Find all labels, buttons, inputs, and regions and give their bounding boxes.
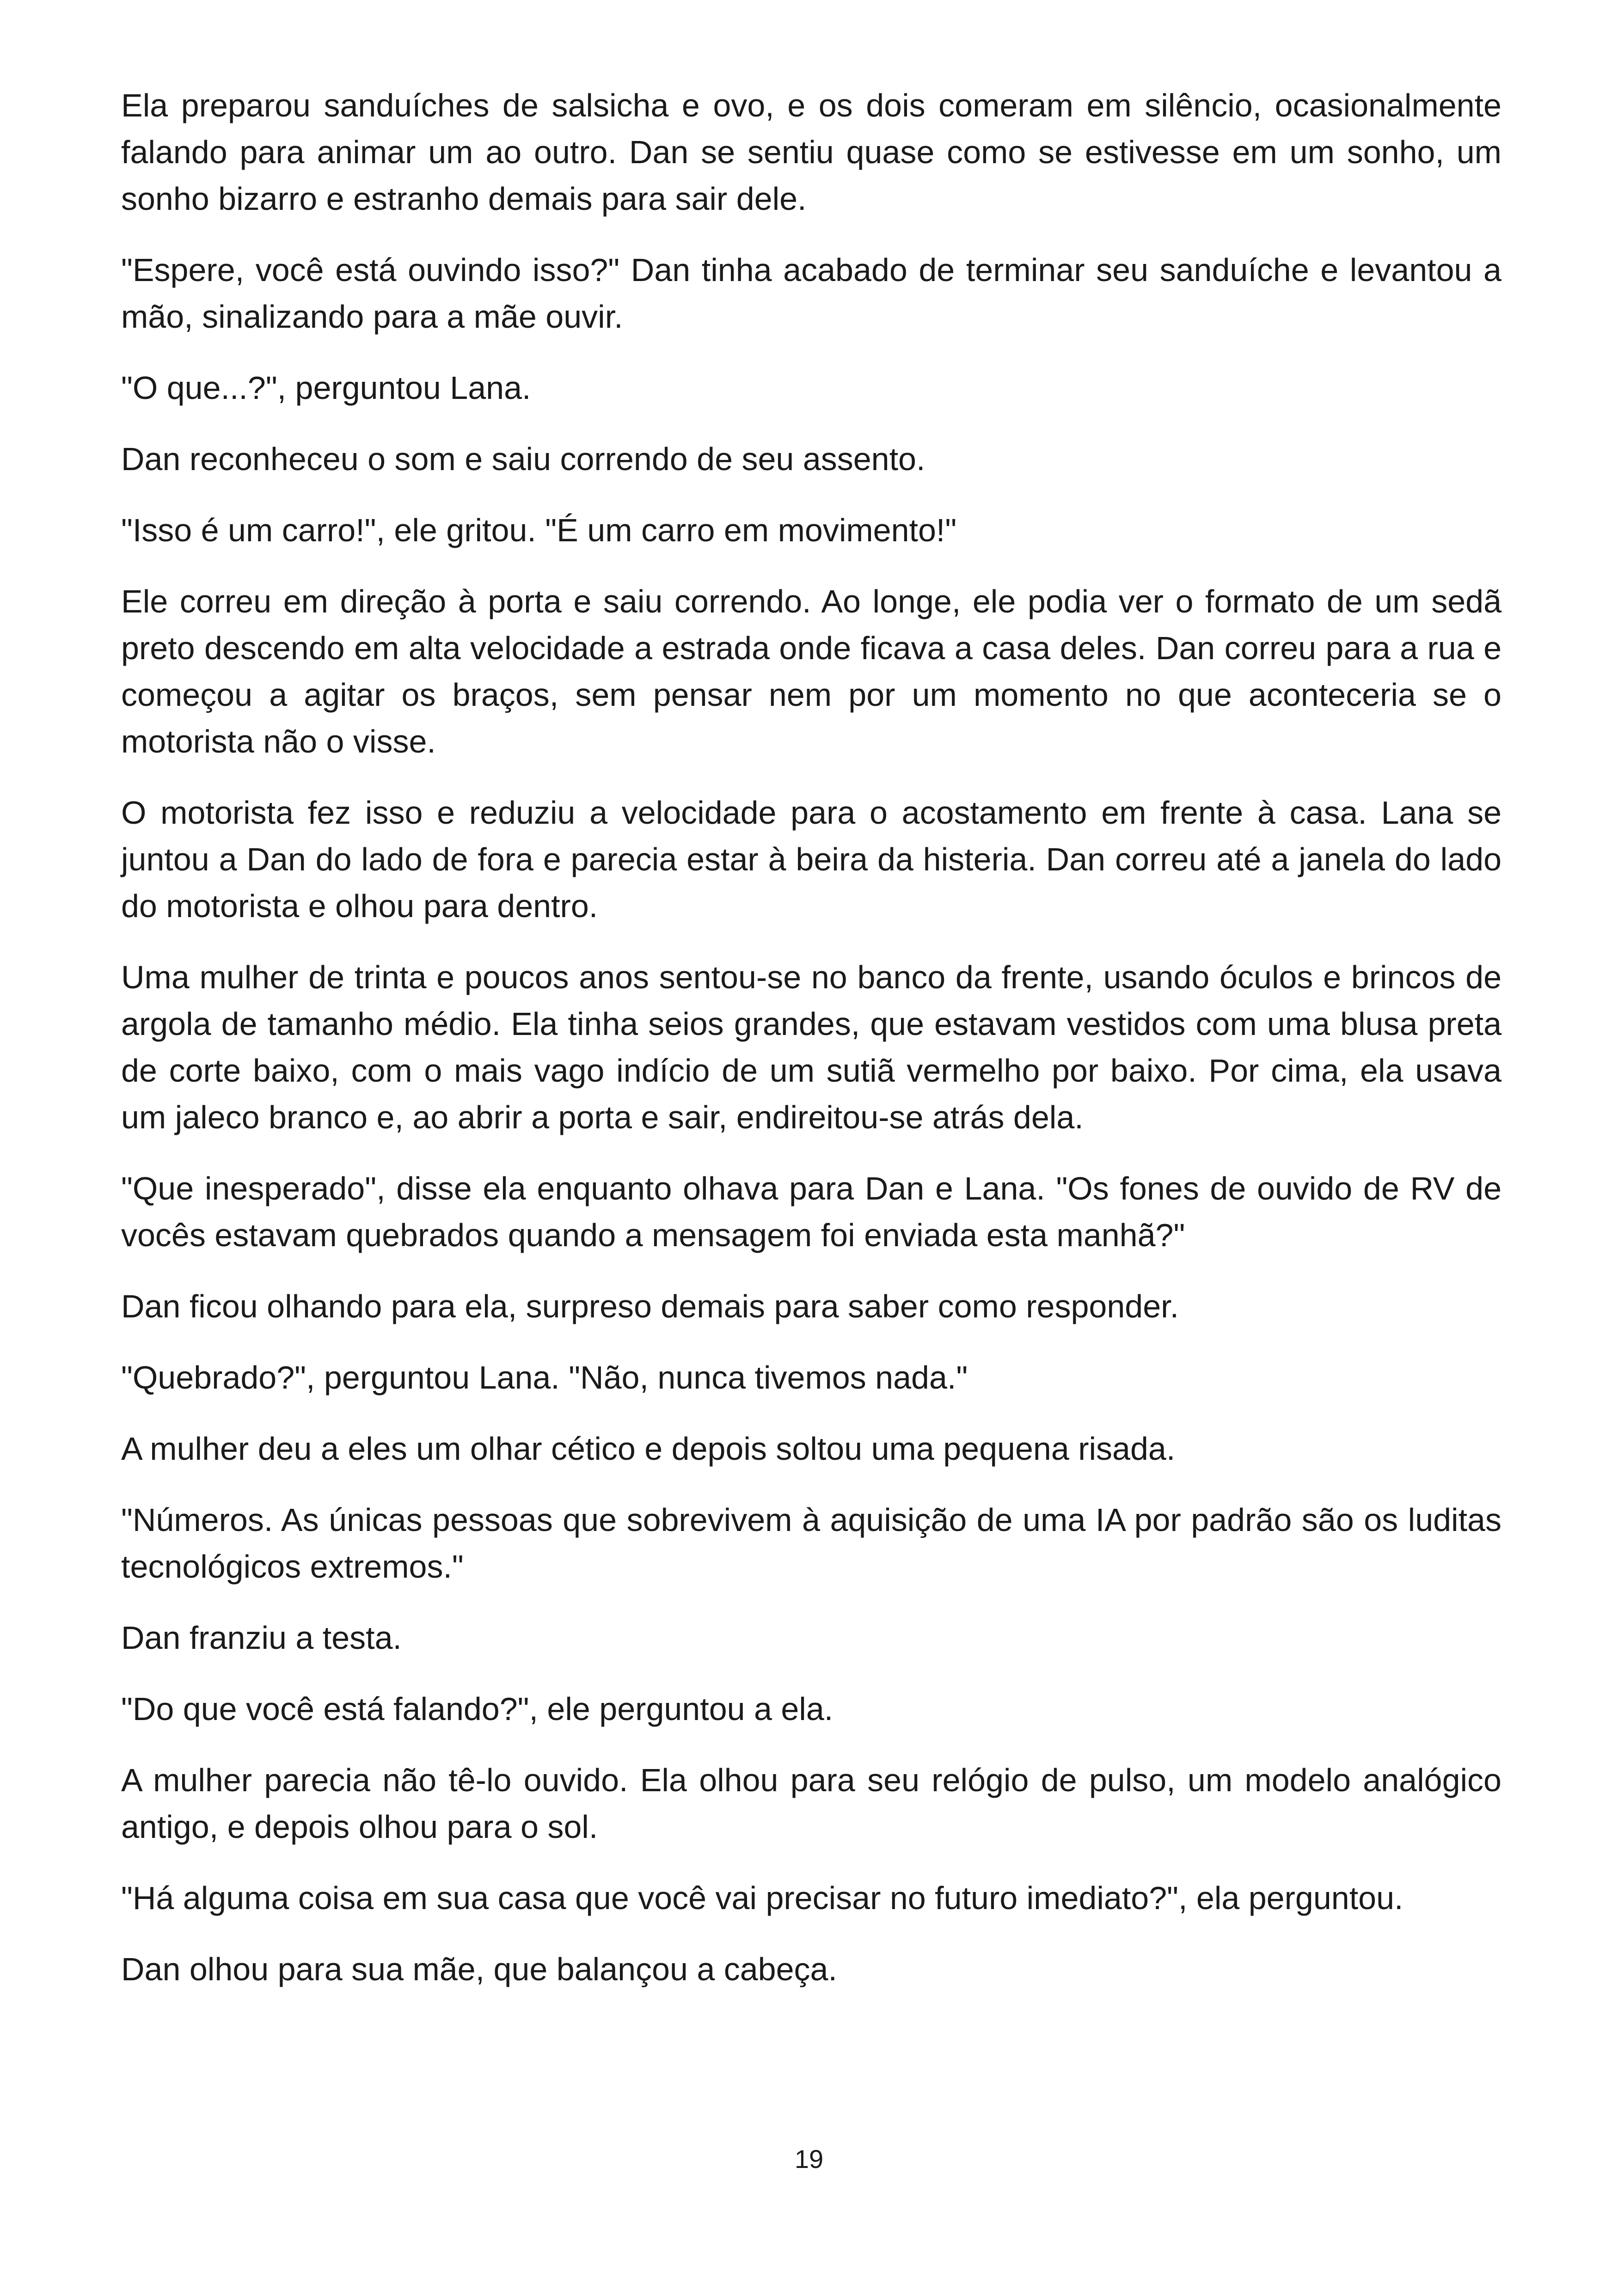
- paragraph: "Quebrado?", perguntou Lana. "Não, nunca tivemos nada.": [121, 1359, 968, 1396]
- paragraph: Dan reconheceu o som e saiu correndo de seu assento.: [121, 441, 925, 477]
- paragraph: Uma mulher de trinta e poucos anos sentou-se no banco da frente, usando óculos e brincos de argola de tamanho médio. Ela tinha seios grandes, que estavam vestidos com uma blusa preta de corte baixo, com o mais vago indício de um sutiã vermelho por baixo. Por cima, ela usava um jaleco branco e, ao abrir a porta e sair, endireitou-se atrás dela.: [121, 959, 1502, 1135]
- paragraph: A mulher deu a eles um olhar cético e depois soltou uma pequena risada.: [121, 1431, 1176, 1467]
- paragraph: "Isso é um carro!", ele gritou. "É um carro em movimento!": [121, 512, 957, 548]
- paragraph: A mulher parecia não tê-lo ouvido. Ela olhou para seu relógio de pulso, um modelo analógico antigo, e depois olhou para o sol.: [121, 1762, 1502, 1845]
- page-number: 19: [794, 2144, 824, 2174]
- paragraph: "Há alguma coisa em sua casa que você vai precisar no futuro imediato?", ela perguntou.: [121, 1880, 1403, 1916]
- paragraph: "Espere, você está ouvindo isso?" Dan tinha acabado de terminar seu sanduíche e levantou a mão, sinalizando para a mãe ouvir.: [121, 252, 1502, 335]
- paragraph: Dan ficou olhando para ela, surpreso demais para saber como responder.: [121, 1288, 1179, 1324]
- paragraph: "O que...?", perguntou Lana.: [121, 370, 531, 406]
- page-body: [121, 82, 1502, 2017]
- paragraph: Ele correu em direção à porta e saiu correndo. Ao longe, ele podia ver o formato de um sedã preto descendo em alta velocidade a estrada onde ficava a casa deles. Dan correu para a rua e começou a agitar os braços, sem pensar nem por um momento no que aconteceria se o motorista não o visse.: [121, 583, 1502, 759]
- paragraph: Ela preparou sanduíches de salsicha e ovo, e os dois comeram em silêncio, ocasionalmente falando para animar um ao outro. Dan se sentiu quase como se estivesse em um sonho, um sonho bizarro e estranho demais para sair dele.: [121, 87, 1502, 217]
- paragraph: "Que inesperado", disse ela enquanto olhava para Dan e Lana. "Os fones de ouvido de RV de vocês estavam quebrados quando a mensagem foi enviada esta manhã?": [121, 1170, 1502, 1253]
- paragraph: "Do que você está falando?", ele perguntou a ela.: [121, 1691, 834, 1727]
- paragraph: O motorista fez isso e reduziu a velocidade para o acostamento em frente à casa. Lana se juntou a Dan do lado de fora e parecia estar à beira da histeria. Dan correu até a janela do lado do motorista e olhou para dentro.: [121, 795, 1502, 924]
- paragraph: Dan franziu a testa.: [121, 1620, 402, 1656]
- paragraph: Dan olhou para sua mãe, que balançou a cabeça.: [121, 1951, 837, 1987]
- paragraph: "Números. As únicas pessoas que sobrevivem à aquisição de uma IA por padrão são os luditas tecnológicos extremos.": [121, 1502, 1502, 1585]
